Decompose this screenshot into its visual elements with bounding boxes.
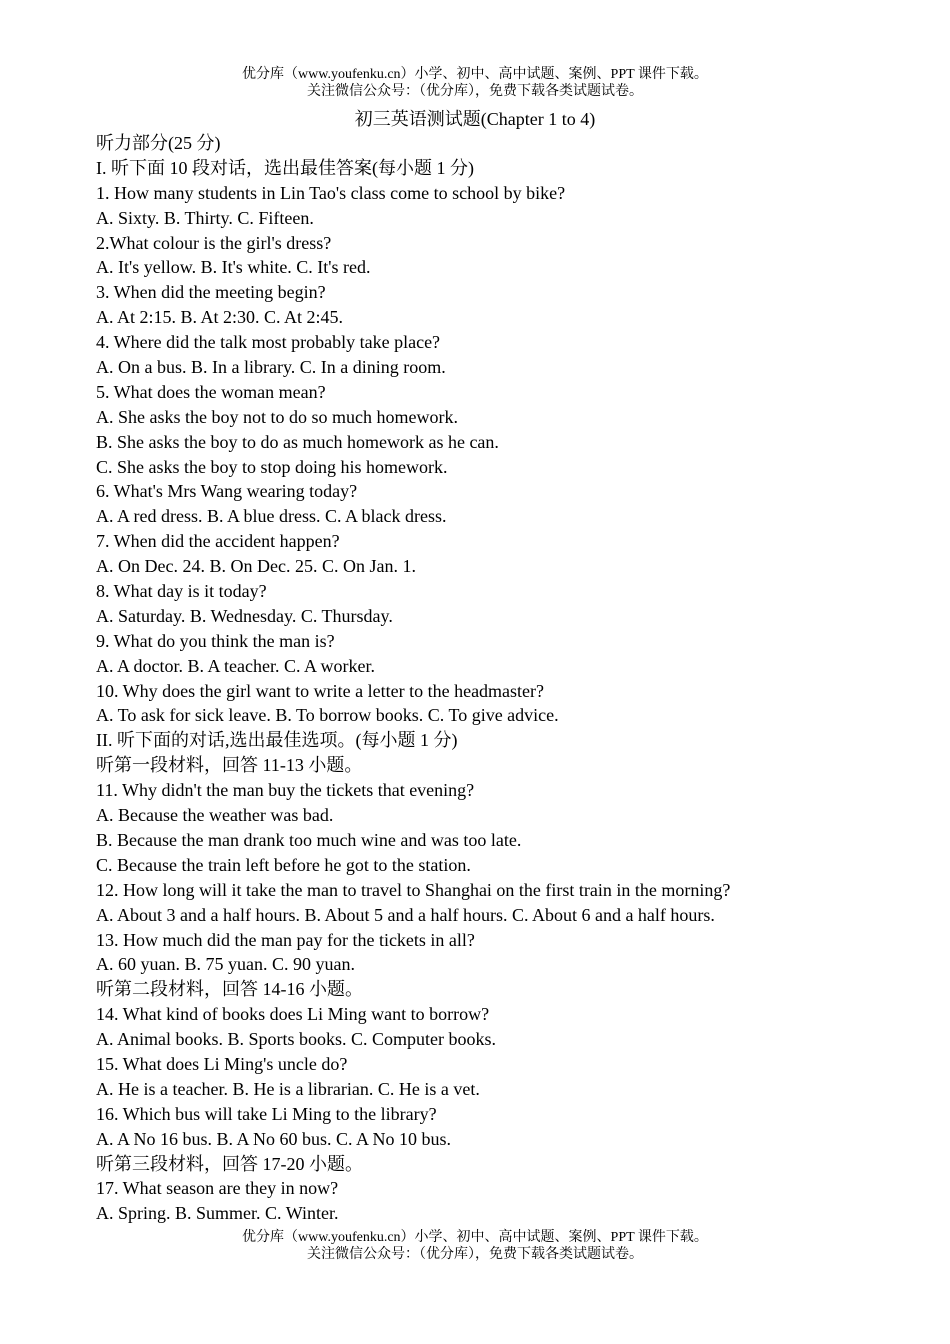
text-line: A. About 3 and a half hours. B. About 5 and a half hours. C. About 6 and a half hours. xyxy=(96,904,715,925)
text-line: A. Spring. B. Summer. C. Winter. xyxy=(96,1203,339,1224)
text-line: A. On a bus. B. In a library. C. In a dining room. xyxy=(96,357,446,378)
text-line: 5. What does the woman mean? xyxy=(96,381,326,402)
text-line: 7. When did the accident happen? xyxy=(96,531,340,552)
text-line: B. She asks the boy to do as much homework as he can. xyxy=(96,431,499,452)
text-line: 2.What colour is the girl's dress? xyxy=(96,232,332,253)
text-line: A. 60 yuan. B. 75 yuan. C. 90 yuan. xyxy=(96,954,355,975)
text-line: 1. How many students in Lin Tao's class come to school by bike? xyxy=(96,182,566,203)
page-header xyxy=(0,66,950,100)
text-line: B. Because the man drank too much wine and was too late. xyxy=(96,829,522,850)
text-line: II. 听下面的对话,选出最佳选项。(每小题 1 分) xyxy=(96,730,458,751)
text-line: A. Sixty. B. Thirty. C. Fifteen. xyxy=(96,207,314,228)
text-line: 8. What day is it today? xyxy=(96,581,267,602)
text-line: A. Animal books. B. Sports books. C. Computer books. xyxy=(96,1029,497,1050)
footer-line-2: 关注微信公众号：（优分库），免费下载各类试题试卷。 xyxy=(307,1247,643,1262)
text-line: 16. Which bus will take Li Ming to the library? xyxy=(96,1103,437,1124)
text-line: A. Because the weather was bad. xyxy=(96,805,334,826)
text-line: 13. How much did the man pay for the tickets in all? xyxy=(96,929,475,950)
text-line: 6. What's Mrs Wang wearing today? xyxy=(96,481,358,502)
text-line: A. To ask for sick leave. B. To borrow books. C. To give advice. xyxy=(96,705,559,726)
document-title: 初三英语测试题(Chapter 1 to 4) xyxy=(354,109,596,129)
text-line: 3. When did the meeting begin? xyxy=(96,282,326,303)
text-line: 4. Where did the talk most probably take place? xyxy=(96,332,441,353)
text-line: A. A doctor. B. A teacher. C. A worker. xyxy=(96,655,375,676)
text-line: A. It's yellow. B. It's white. C. It's red. xyxy=(96,257,371,278)
text-line: 听第一段材料，回答 11-13 小题。 xyxy=(96,755,363,776)
text-line: C. She asks the boy to stop doing his homework. xyxy=(96,456,448,477)
text-line: 15. What does Li Ming's uncle do? xyxy=(96,1053,348,1074)
text-line: 14. What kind of books does Li Ming want to borrow? xyxy=(96,1004,490,1025)
header-line-1: 优分库（www.youfenku.cn）小学、初中、高中试题、案例、PPT 课件下载。 xyxy=(242,67,708,82)
text-line: 听第三段材料，回答 17-20 小题。 xyxy=(96,1153,363,1174)
header-line-2: 关注微信公众号：（优分库），免费下载各类试题试卷。 xyxy=(307,84,643,99)
text-line: 9. What do you think the man is? xyxy=(96,630,335,651)
text-line: 听力部分(25 分) xyxy=(96,133,221,153)
text-line: 17. What season are they in now? xyxy=(96,1178,339,1199)
footer-line-1: 优分库（www.youfenku.cn）小学、初中、高中试题、案例、PPT 课件下载。 xyxy=(242,1230,708,1245)
text-line: A. She asks the boy not to do so much homework. xyxy=(96,406,458,427)
text-line: A. On Dec. 24. B. On Dec. 25. C. On Jan. 1. xyxy=(96,556,416,577)
text-line: C. Because the train left before he got to the station. xyxy=(96,854,471,875)
text-line: 12. How long will it take the man to travel to Shanghai on the first train in the morning? xyxy=(96,879,731,900)
document-body xyxy=(96,131,916,1226)
text-line: A. He is a teacher. B. He is a librarian. C. He is a vet. xyxy=(96,1078,480,1099)
text-line: A. A No 16 bus. B. A No 60 bus. C. A No 10 bus. xyxy=(96,1128,452,1149)
text-line: A. A red dress. B. A blue dress. C. A black dress. xyxy=(96,506,447,527)
text-line: 听第二段材料，回答 14-16 小题。 xyxy=(96,979,363,1000)
text-line: 10. Why does the girl want to write a letter to the headmaster? xyxy=(96,680,545,701)
text-line: A. At 2:15. B. At 2:30. C. At 2:45. xyxy=(96,307,344,328)
page-footer xyxy=(0,1229,950,1263)
text-line: I. 听下面 10 段对话，选出最佳答案(每小题 1 分) xyxy=(96,157,474,178)
text-line: 11. Why didn't the man buy the tickets that evening? xyxy=(96,780,475,801)
text-line: A. Saturday. B. Wednesday. C. Thursday. xyxy=(96,605,393,626)
